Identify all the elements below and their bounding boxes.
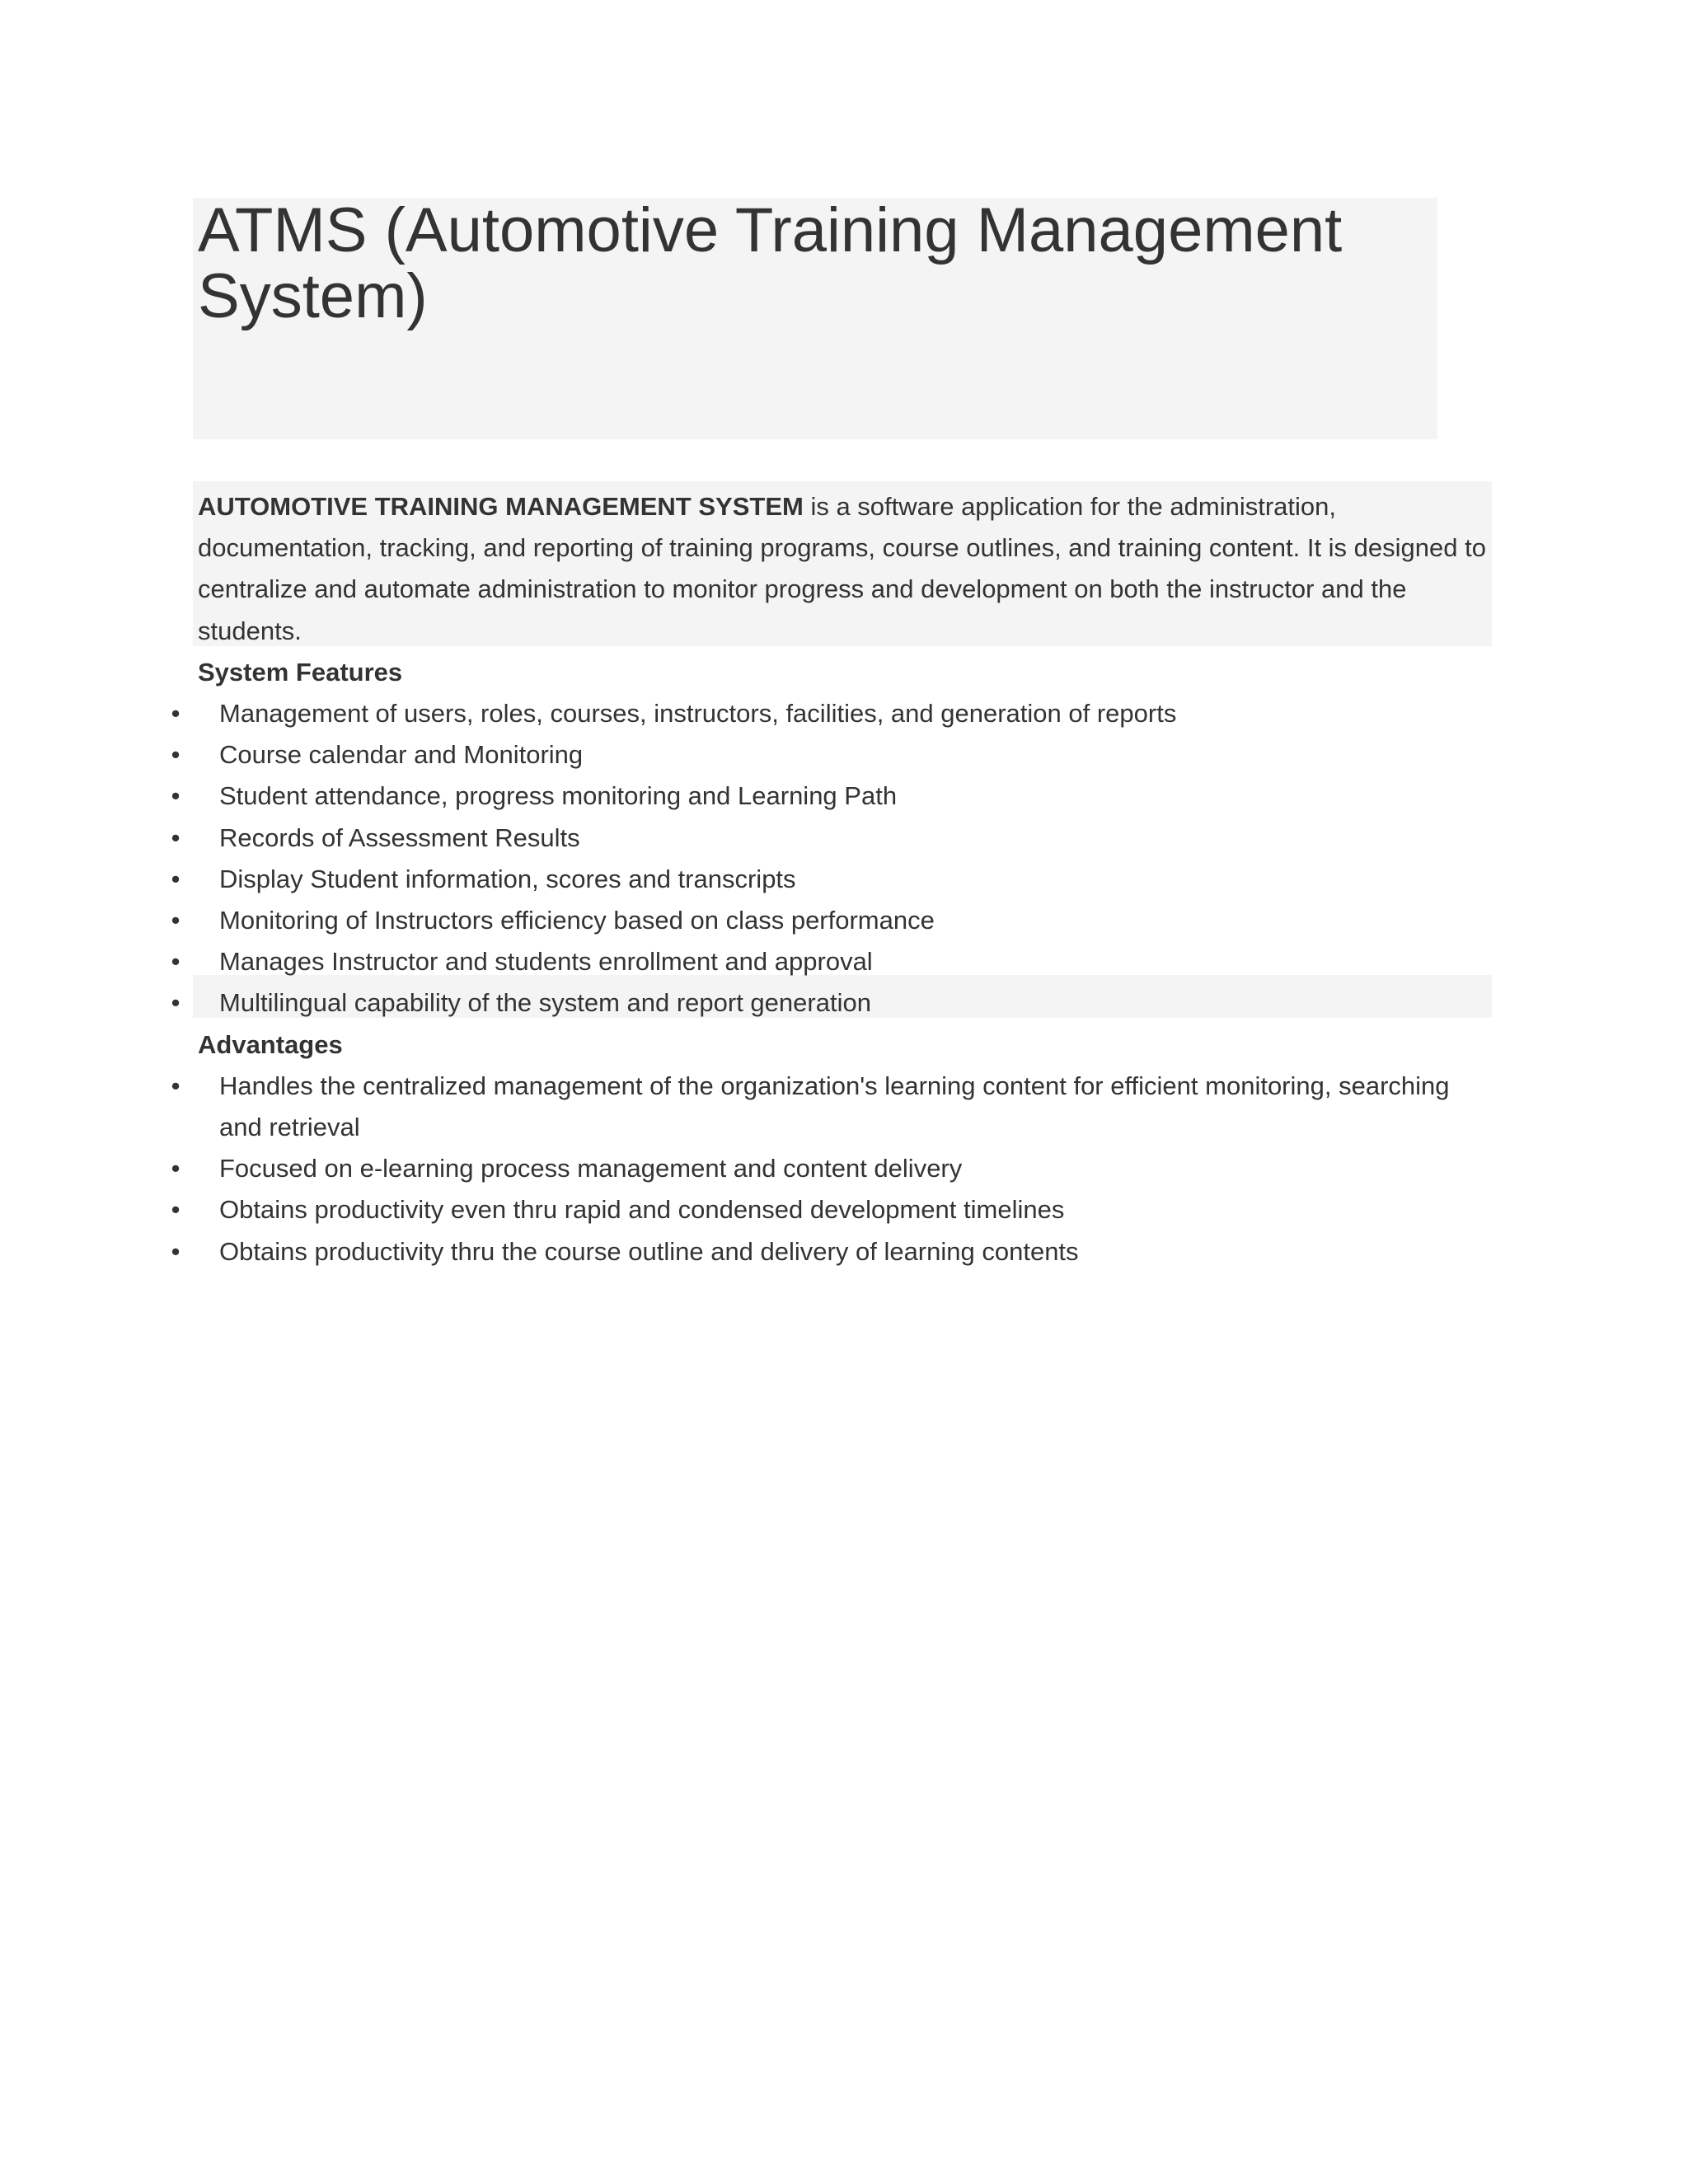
features-list <box>171 693 1489 1024</box>
list-item: • Student attendance, progress monitoring and Learning Path <box>198 776 1489 817</box>
title-block <box>193 195 1437 439</box>
intro-text: is a software application for the administration, documentation, tracking, and reporting of training programs, course outlines, and training content. It is designed to centralize and automate administration to monitor progress and development on both the instructor and the students. <box>198 492 1486 645</box>
bullet-icon: • <box>171 1071 181 1100</box>
intro-bold-lead: AUTOMOTIVE TRAINING MANAGEMENT SYSTEM <box>198 492 804 521</box>
list-item: • Records of Assessment Results <box>198 818 1489 859</box>
list-item: • Focused on e-learning process management and content delivery <box>198 1148 1489 1189</box>
advantages-list <box>171 1066 1489 1272</box>
bullet-icon: • <box>171 906 181 935</box>
list-item: • Monitoring of Instructors efficiency based on class performance <box>198 900 1489 941</box>
advantages-heading: Advantages <box>198 1029 343 1059</box>
bullet-icon: • <box>171 864 181 893</box>
list-item: • Multilingual capability of the system and report generation <box>198 982 1489 1024</box>
bullet-icon: • <box>171 823 181 852</box>
bullet-icon: • <box>171 740 181 770</box>
list-item: • Management of users, roles, courses, instructors, facilities, and generation of reports <box>198 693 1489 734</box>
page-title: ATMS (Automotive Training Management System) <box>198 195 1343 331</box>
list-item: • Course calendar and Monitoring <box>198 734 1489 776</box>
bullet-icon: • <box>171 1236 181 1266</box>
list-item: • Handles the centralized management of the organization's learning content for efficient monitoring, searching and retrieval <box>198 1066 1489 1148</box>
features-heading: System Features <box>198 657 403 687</box>
list-item: • Obtains productivity thru the course outline and delivery of learning contents <box>198 1231 1489 1272</box>
list-item: • Manages Instructor and students enrollment and approval <box>198 941 1489 982</box>
bullet-icon: • <box>171 988 181 1018</box>
bullet-icon: • <box>171 781 181 811</box>
document-body <box>171 486 1489 1272</box>
list-item: • Obtains productivity even thru rapid and condensed development timelines <box>198 1189 1489 1230</box>
bullet-icon: • <box>171 1195 181 1225</box>
list-item: • Display Student information, scores and transcripts <box>198 859 1489 900</box>
bullet-icon: • <box>171 947 181 977</box>
bullet-icon: • <box>171 699 181 729</box>
intro-paragraph <box>198 486 1489 652</box>
bullet-icon: • <box>171 1154 181 1183</box>
